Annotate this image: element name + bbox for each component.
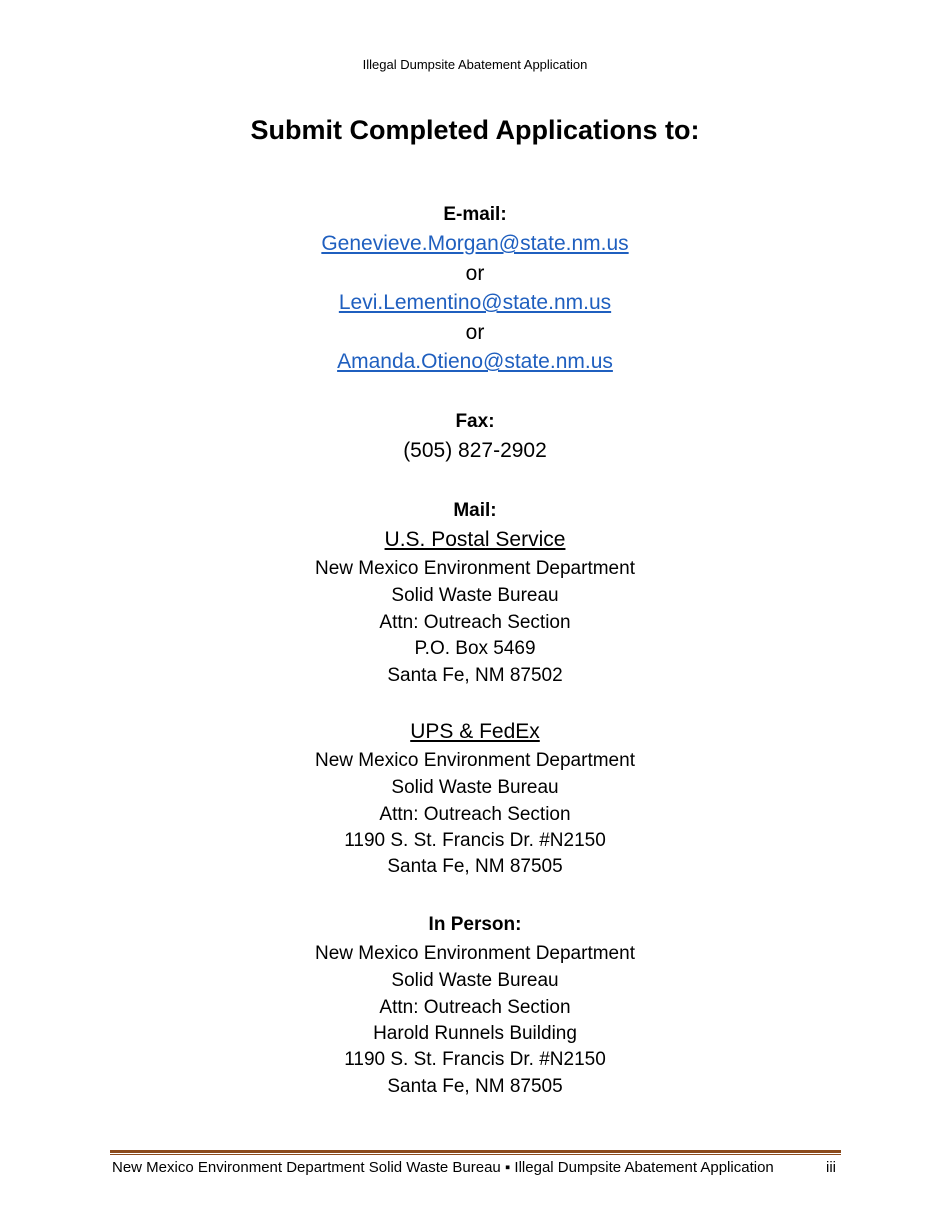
email-line-2 xyxy=(0,290,950,316)
email-line-3 xyxy=(0,349,950,375)
email-link-levi-lementino[interactable]: Levi.Lementino@state.nm.us xyxy=(338,291,612,314)
in-person-address-line: Santa Fe, NM 87505 xyxy=(387,1076,563,1097)
in-person-address-line: Harold Runnels Building xyxy=(373,1023,577,1044)
running-header: Illegal Dumpsite Abatement Application xyxy=(362,57,588,72)
ups-fedex-address-line: Solid Waste Bureau xyxy=(391,777,559,798)
ups-fedex-address-line: 1190 S. St. Francis Dr. #N2150 xyxy=(344,830,606,851)
fax-heading: Fax: xyxy=(455,411,495,432)
ups-fedex-address-line: New Mexico Environment Department xyxy=(315,750,635,771)
usps-address-line: P.O. Box 5469 xyxy=(414,638,536,659)
email-link-genevieve-morgan[interactable]: Genevieve.Morgan@state.nm.us xyxy=(321,232,629,255)
ups-fedex-label-text: UPS & FedEx xyxy=(410,720,540,743)
in-person-address-line: Attn: Outreach Section xyxy=(379,997,571,1018)
ups-fedex-address-line: Attn: Outreach Section xyxy=(379,804,571,825)
footer-rule-thin xyxy=(110,1154,841,1155)
email-separator: or xyxy=(465,321,485,344)
page-title: Submit Completed Applications to: xyxy=(250,115,700,145)
footer-rule xyxy=(110,1150,841,1153)
in-person-address-line: Solid Waste Bureau xyxy=(391,970,559,991)
usps-address-line: Solid Waste Bureau xyxy=(391,585,559,606)
usps-address-line: Santa Fe, NM 87502 xyxy=(387,665,563,686)
usps-address-line: Attn: Outreach Section xyxy=(379,612,571,633)
in-person-address-line: 1190 S. St. Francis Dr. #N2150 xyxy=(344,1049,606,1070)
email-heading: E-mail: xyxy=(443,204,507,225)
email-line-1 xyxy=(0,231,950,257)
mail-heading: Mail: xyxy=(453,500,497,521)
fax-number: (505) 827-2902 xyxy=(403,439,547,462)
in-person-address-line: New Mexico Environment Department xyxy=(315,943,635,964)
page-number: iii xyxy=(826,1159,836,1176)
usps-label-text: U.S. Postal Service xyxy=(384,528,566,551)
email-link-amanda-otieno[interactable]: Amanda.Otieno@state.nm.us xyxy=(337,350,613,373)
footer-text: New Mexico Environment Department Solid Waste Bureau ▪ Illegal Dumpsite Abatement Application xyxy=(112,1159,774,1176)
in-person-heading: In Person: xyxy=(428,914,522,935)
usps-address-line: New Mexico Environment Department xyxy=(315,558,635,579)
ups-fedex-label xyxy=(0,719,950,745)
email-separator: or xyxy=(465,262,485,285)
ups-fedex-address-line: Santa Fe, NM 87505 xyxy=(387,856,563,877)
usps-label xyxy=(0,527,950,553)
